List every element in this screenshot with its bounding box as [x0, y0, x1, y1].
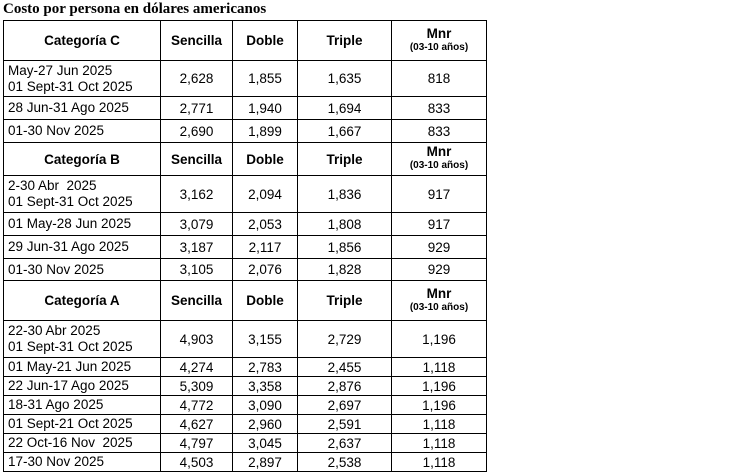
- mnr-cell: 917: [392, 176, 487, 213]
- mnr-cell: 1,196: [392, 377, 487, 396]
- period-cell: 17-30 Nov 2025: [4, 453, 161, 472]
- triple-cell: 2,729: [298, 321, 392, 358]
- mnr-cell: 818: [392, 61, 487, 97]
- mnr-cell: 929: [392, 259, 487, 281]
- table-row: [4, 396, 487, 415]
- doble-cell: 2,117: [233, 236, 298, 259]
- doble-cell: 3,358: [233, 377, 298, 396]
- doble-cell: 1,940: [233, 97, 298, 120]
- mnr-cell: 833: [392, 120, 487, 143]
- category-header: Categoría A: [4, 281, 161, 321]
- doble-cell: 2,053: [233, 213, 298, 236]
- period-cell: 01-30 Nov 2025: [4, 120, 161, 143]
- triple-cell: 1,694: [298, 97, 392, 120]
- period-cell: May-27 Jun 2025 01 Sept-31 Oct 2025: [4, 61, 161, 97]
- sencilla-cell: 4,627: [161, 415, 233, 434]
- doble-cell: 3,155: [233, 321, 298, 358]
- price-table: [3, 20, 487, 472]
- doble-cell: 3,045: [233, 434, 298, 453]
- mnr-age-range: (03-10 años): [409, 160, 469, 171]
- sencilla-cell: 4,772: [161, 396, 233, 415]
- triple-cell: 1,856: [298, 236, 392, 259]
- triple-cell: 1,836: [298, 176, 392, 213]
- page-title: Costo por persona en dólares americanos: [3, 1, 267, 17]
- column-header-mnr: Mnr (03-10 años): [392, 21, 487, 61]
- sencilla-cell: 2,690: [161, 120, 233, 143]
- sencilla-cell: 4,797: [161, 434, 233, 453]
- period-cell: 01 Sept-21 Oct 2025: [4, 415, 161, 434]
- table-row: [4, 377, 487, 396]
- table-row: [4, 120, 487, 143]
- mnr-cell: 929: [392, 236, 487, 259]
- sencilla-cell: 4,503: [161, 453, 233, 472]
- column-header-triple: Triple: [298, 143, 392, 176]
- triple-cell: 2,455: [298, 358, 392, 377]
- period-cell: 22-30 Abr 2025 01 Sept-31 Oct 2025: [4, 321, 161, 358]
- doble-cell: 2,076: [233, 259, 298, 281]
- column-header-doble: Doble: [233, 143, 298, 176]
- sencilla-cell: 3,105: [161, 259, 233, 281]
- triple-cell: 1,635: [298, 61, 392, 97]
- mnr-cell: 1,118: [392, 415, 487, 434]
- table-row: [4, 415, 487, 434]
- doble-cell: 1,855: [233, 61, 298, 97]
- table-row: [4, 176, 487, 213]
- sencilla-cell: 3,079: [161, 213, 233, 236]
- period-cell: 01 May-21 Jun 2025: [4, 358, 161, 377]
- period-cell: 29 Jun-31 Ago 2025: [4, 236, 161, 259]
- doble-cell: 2,897: [233, 453, 298, 472]
- mnr-cell: 1,196: [392, 396, 487, 415]
- triple-cell: 1,828: [298, 259, 392, 281]
- table-row: [4, 321, 487, 358]
- column-header-doble: Doble: [233, 21, 298, 61]
- category-header: Categoría C: [4, 21, 161, 61]
- triple-cell: 1,808: [298, 213, 392, 236]
- mnr-cell: 833: [392, 97, 487, 120]
- column-header-doble: Doble: [233, 281, 298, 321]
- mnr-age-range: (03-10 años): [409, 41, 469, 53]
- category-header: Categoría B: [4, 143, 161, 176]
- triple-cell: 2,637: [298, 434, 392, 453]
- period-cell: 2-30 Abr 2025 01 Sept-31 Oct 2025: [4, 176, 161, 213]
- doble-cell: 1,899: [233, 120, 298, 143]
- triple-cell: 2,876: [298, 377, 392, 396]
- table-row: [4, 434, 487, 453]
- column-header-mnr: Mnr (03-10 años): [392, 143, 487, 176]
- period-cell: 01-30 Nov 2025: [4, 259, 161, 281]
- doble-cell: 2,783: [233, 358, 298, 377]
- section-header-row: [4, 21, 487, 61]
- mnr-cell: 1,118: [392, 434, 487, 453]
- triple-cell: 2,591: [298, 415, 392, 434]
- table-row: [4, 453, 487, 472]
- column-header-sencilla: Sencilla: [161, 281, 233, 321]
- table-row: [4, 213, 487, 236]
- triple-cell: 2,697: [298, 396, 392, 415]
- doble-cell: 3,090: [233, 396, 298, 415]
- sencilla-cell: 4,903: [161, 321, 233, 358]
- mnr-cell: 1,118: [392, 358, 487, 377]
- period-cell: 22 Oct-16 Nov 2025: [4, 434, 161, 453]
- sencilla-cell: 5,309: [161, 377, 233, 396]
- mnr-cell: 1,118: [392, 453, 487, 472]
- column-header-sencilla: Sencilla: [161, 21, 233, 61]
- sencilla-cell: 3,162: [161, 176, 233, 213]
- column-header-triple: Triple: [298, 281, 392, 321]
- period-cell: 18-31 Ago 2025: [4, 396, 161, 415]
- doble-cell: 2,094: [233, 176, 298, 213]
- table-row: [4, 97, 487, 120]
- column-header-mnr: Mnr (03-10 años): [392, 281, 487, 321]
- mnr-age-range: (03-10 años): [409, 301, 469, 313]
- sencilla-cell: 2,771: [161, 97, 233, 120]
- triple-cell: 2,538: [298, 453, 392, 472]
- column-header-sencilla: Sencilla: [161, 143, 233, 176]
- sencilla-cell: 4,274: [161, 358, 233, 377]
- table-row: [4, 61, 487, 97]
- sencilla-cell: 3,187: [161, 236, 233, 259]
- section-header-row: [4, 281, 487, 321]
- period-cell: 01 May-28 Jun 2025: [4, 213, 161, 236]
- period-cell: 22 Jun-17 Ago 2025: [4, 377, 161, 396]
- sencilla-cell: 2,628: [161, 61, 233, 97]
- section-header-row: [4, 143, 487, 176]
- table-row: [4, 236, 487, 259]
- table-row: [4, 358, 487, 377]
- column-header-triple: Triple: [298, 21, 392, 61]
- mnr-cell: 1,196: [392, 321, 487, 358]
- table-row: [4, 259, 487, 281]
- doble-cell: 2,960: [233, 415, 298, 434]
- period-cell: 28 Jun-31 Ago 2025: [4, 97, 161, 120]
- mnr-cell: 917: [392, 213, 487, 236]
- triple-cell: 1,667: [298, 120, 392, 143]
